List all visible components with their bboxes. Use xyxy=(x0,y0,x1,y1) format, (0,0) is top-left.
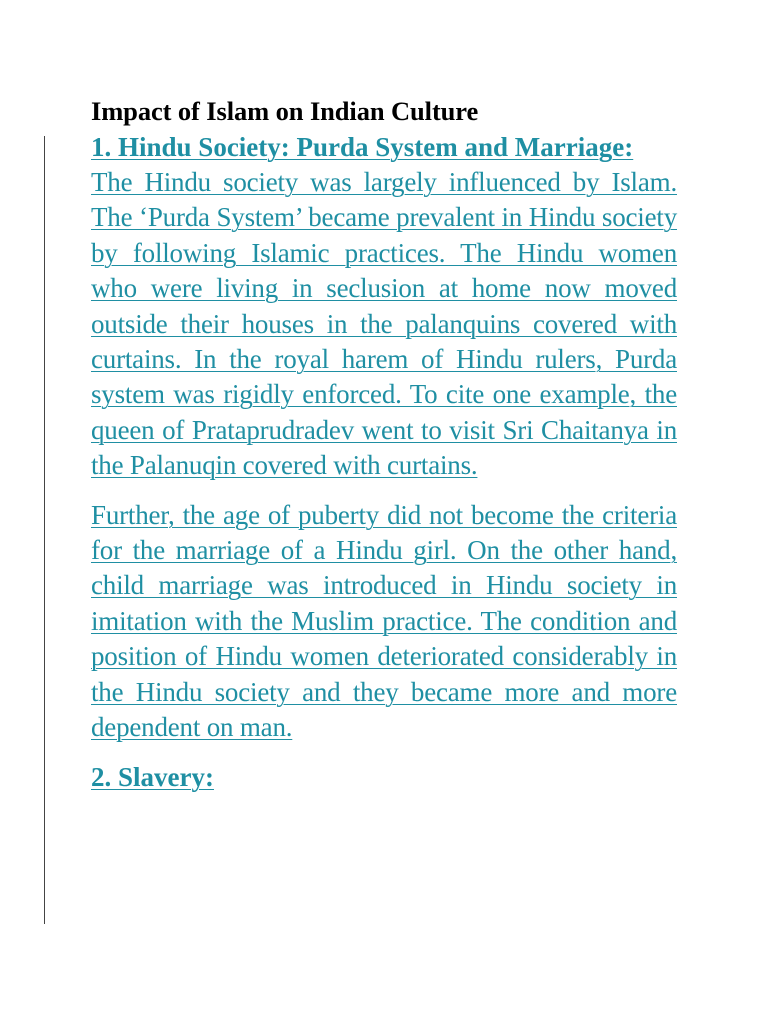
section-heading-slavery[interactable]: 2. Slavery: xyxy=(91,761,214,792)
document-title: Impact of Islam on Indian Culture xyxy=(91,96,479,126)
paragraph-spacer xyxy=(91,746,677,760)
paragraph-child-marriage[interactable]: Further, the age of puberty did not become the criteria for the marriage of a Hindu girl. On the other hand, child marriage was introduced in Hindu society in imitation with the Muslim practice. The condition and position of Hindu women deteriorated considerably in the Hindu society and they became more and more dependent on man. xyxy=(91,499,677,743)
paragraph-spacer xyxy=(91,484,677,498)
paragraph-purda-system[interactable]: The Hindu society was largely influenced by Islam. The ‘Purda System’ became prevalent in Hindu society by following Islamic practices. The Hindu women who were living in seclusion at home now moved outside their houses in the palanquins covered with curtains. In the royal harem of Hindu rulers, Purda system was rigidly enforced. To cite one example, the queen of Prataprudradev went to visit Sri Chaitanya in the Palanuqin covered with curtains. xyxy=(91,167,677,481)
document-page xyxy=(91,92,677,795)
margin-rule xyxy=(44,136,45,924)
section-heading-hindu-society[interactable]: 1. Hindu Society: Purda System and Marriage: xyxy=(91,132,634,162)
